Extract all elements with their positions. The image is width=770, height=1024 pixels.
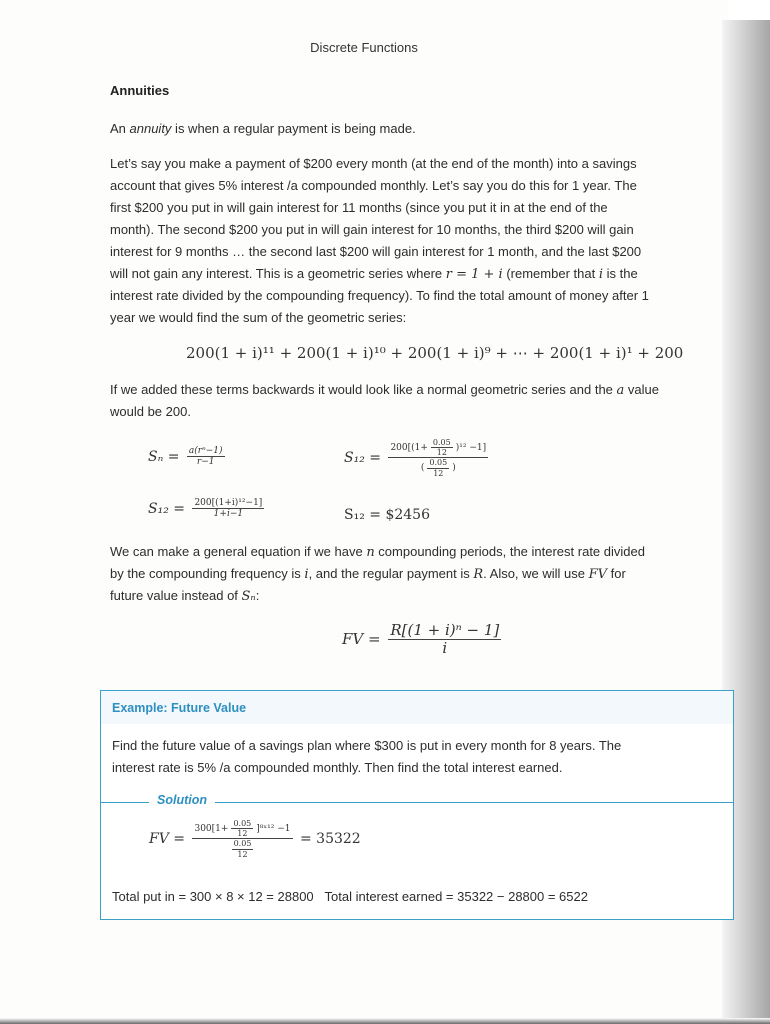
solution-label: Solution: [149, 793, 215, 807]
page-bottom-edge: [0, 1018, 770, 1024]
future-value-formula: FV = $\frac{\text{R[(1 + i)ⁿ − 1]}}{i}$: [342, 621, 500, 658]
example-fv-formula: FV = 300[1+ $\frac{0.05}{12}$ ]⁸ˣ¹² −1 $\frac{0.05}{12}$ = 35322: [149, 819, 361, 859]
running-head: Discrete Functions: [310, 40, 418, 55]
example-question: Find the future value of a savings plan where $300 is put in every month for 8 years. The interest rate is 5% /a compounded monthly. Then find the total interest earned.: [112, 738, 622, 775]
series-equation: 200(1 + i)¹¹ + 200(1 + i)¹⁰ + 200(1 + i)⁹ + ⋯ + 200(1 + i)¹ + 200: [186, 344, 684, 362]
example-title: Example: Future Value: [112, 701, 247, 715]
formula-s12-substituted: S₁₂ = 200[(1+ $\frac{0.05}{12}$ )¹² −1] ( $\frac{0.05}{12}$ ): [344, 438, 487, 478]
formula-sn: Sₙ = $\frac{\text{a(rⁿ−1)}}{r-1}$: [148, 446, 223, 468]
example-box: [100, 690, 734, 920]
section-heading: Annuities: [110, 83, 170, 98]
formula-s12-result: S₁₂ = $2456: [344, 507, 430, 523]
example-totals: Total put in = 300 × 8 × 12 = 28800 Total interest earned = 35322 − 28800 = 6522: [112, 889, 588, 904]
formula-s12-general: S₁₂ = $\frac{\text{200[(1+i)¹²−1]}}{1+i-1}$: [148, 498, 263, 520]
definition-paragraph: An annuity is when a regular payment is being made.: [110, 121, 416, 136]
